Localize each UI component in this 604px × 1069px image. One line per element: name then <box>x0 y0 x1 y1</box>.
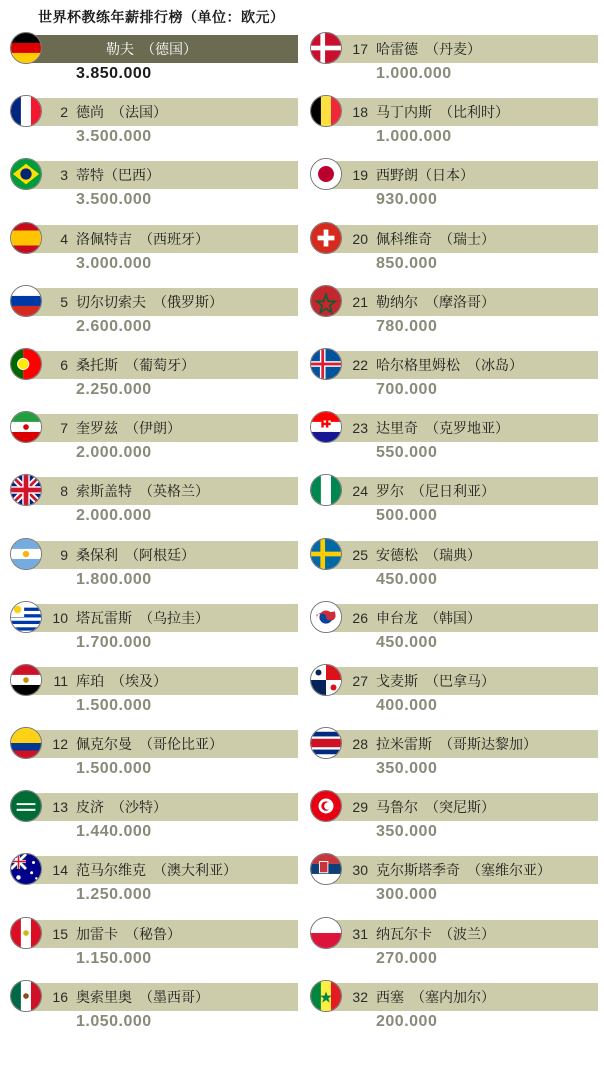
coach-name: 戈麦斯 （巴拿马） <box>376 672 495 689</box>
salary-value: 1.500.000 <box>76 696 152 714</box>
ranking-entry <box>2 728 302 791</box>
salary-value: 2.600.000 <box>76 317 152 335</box>
rank-number: 3 <box>60 167 68 184</box>
coach-name: 哈雷德 （丹麦） <box>376 41 481 57</box>
rank-number: 8 <box>60 483 68 500</box>
rank-number: 25 <box>352 546 368 563</box>
ranking-entry <box>302 475 602 538</box>
ranking-entry <box>302 665 602 728</box>
ranking-bar <box>20 667 298 695</box>
coach-name: 库珀 （埃及） <box>76 672 167 689</box>
ranking-column-right <box>302 33 602 1044</box>
ranking-entry <box>302 412 602 475</box>
south-korea-flag-icon <box>310 601 342 633</box>
coach-name: 范马尔维克 （澳大利亚） <box>76 862 237 879</box>
salary-value: 2.250.000 <box>76 380 152 398</box>
rank-number: 31 <box>352 925 368 942</box>
ranking-entry <box>2 96 302 159</box>
switzerland-flag-icon <box>310 222 342 254</box>
saudi-arabia-flag-icon <box>10 790 42 822</box>
argentina-flag-icon <box>10 538 42 570</box>
rank-number: 27 <box>352 672 368 689</box>
ranking-entry <box>2 412 302 475</box>
ranking-bar <box>20 793 298 821</box>
ranking-bar <box>320 225 598 253</box>
spain-flag-icon <box>10 222 42 254</box>
coach-name: 奥索里奥 （墨西哥） <box>76 988 209 1005</box>
salary-value: 700.000 <box>376 380 438 398</box>
ranking-bar <box>320 351 598 379</box>
ranking-bar <box>320 414 598 442</box>
salary-value: 200.000 <box>376 1012 438 1030</box>
salary-value: 3.850.000 <box>76 65 152 82</box>
rank-number: 21 <box>352 293 368 310</box>
ranking-entry <box>2 223 302 286</box>
ranking-bar <box>320 983 598 1011</box>
rank-number: 10 <box>52 609 68 626</box>
ranking-entry <box>2 33 302 96</box>
coach-name: 勒夫 （德国） <box>106 41 197 57</box>
rank-number: 29 <box>352 799 368 816</box>
rank-number: 14 <box>52 862 68 879</box>
coach-name: 加雷卡 （秘鲁） <box>76 925 181 942</box>
ranking-bar <box>320 793 598 821</box>
coach-name: 勒纳尔 （摩洛哥） <box>376 293 495 310</box>
coach-name: 塔瓦雷斯 （乌拉圭） <box>76 609 209 626</box>
coach-name: 纳瓦尔卡 （波兰） <box>376 925 495 942</box>
coach-name: 西塞 （塞内加尔） <box>376 988 495 1005</box>
salary-value: 550.000 <box>376 444 438 462</box>
rank-number: 30 <box>352 862 368 879</box>
iran-flag-icon <box>10 411 42 443</box>
ranking-bar <box>20 288 298 316</box>
coach-name: 达里奇 （克罗地亚） <box>376 420 509 437</box>
salary-value: 1.440.000 <box>76 823 152 841</box>
salary-value: 930.000 <box>376 191 438 209</box>
coach-name: 佩科维奇 （瑞士） <box>376 230 495 247</box>
ranking-bar <box>20 161 298 189</box>
colombia-flag-icon <box>10 727 42 759</box>
salary-value: 3.500.000 <box>76 128 152 146</box>
page-title: 世界杯教练年薪排行榜（单位：欧元） <box>38 9 285 25</box>
rank-number: 20 <box>352 230 368 247</box>
ranking-bar <box>320 856 598 884</box>
ranking-entry <box>302 602 602 665</box>
ranking-bar <box>20 477 298 505</box>
coach-name: 拉米雷斯 （哥斯达黎加） <box>376 736 537 753</box>
coach-name: 马丁内斯 （比利时） <box>376 104 509 121</box>
salary-value: 3.000.000 <box>76 254 152 272</box>
rank-number: 19 <box>352 167 368 184</box>
ranking-bar <box>320 161 598 189</box>
egypt-flag-icon <box>10 664 42 696</box>
costa-rica-flag-icon <box>310 727 342 759</box>
ranking-entry <box>2 918 302 981</box>
salary-value: 350.000 <box>376 760 438 778</box>
ranking-bar <box>20 920 298 948</box>
coach-name: 奎罗兹 （伊朗） <box>76 420 181 437</box>
rank-number: 15 <box>52 925 68 942</box>
rank-number: 4 <box>60 230 68 247</box>
salary-value: 2.000.000 <box>76 444 152 462</box>
salary-value: 270.000 <box>376 949 438 967</box>
coach-name: 西野朗（日本） <box>376 167 474 184</box>
ranking-entry <box>302 728 602 791</box>
ranking-entry <box>302 223 602 286</box>
coach-name: 索斯盖特 （英格兰） <box>76 483 209 500</box>
salary-value: 1.000.000 <box>376 128 452 146</box>
coach-name: 申台龙 （韩国） <box>376 609 481 626</box>
france-flag-icon <box>10 95 42 127</box>
rank-number: 2 <box>60 104 68 121</box>
ranking-entry <box>302 981 602 1044</box>
ranking-entry <box>2 602 302 665</box>
salary-value: 1.000.000 <box>376 65 452 82</box>
ranking-bar <box>320 920 598 948</box>
ranking-entry <box>2 159 302 222</box>
morocco-flag-icon <box>310 285 342 317</box>
ranking-bar <box>320 35 598 63</box>
coach-name: 皮济 （沙特） <box>76 799 167 816</box>
ranking-bar <box>20 541 298 569</box>
coach-name: 佩克尔曼 （哥伦比亚） <box>76 736 223 753</box>
rank-number: 13 <box>52 799 68 816</box>
coach-name: 切尔切索夫 （俄罗斯） <box>76 293 223 310</box>
salary-value: 1.800.000 <box>76 570 152 588</box>
uruguay-flag-icon <box>10 601 42 633</box>
rank-number: 32 <box>352 988 368 1005</box>
ranking-bar <box>20 35 298 63</box>
rank-number: 17 <box>352 41 368 57</box>
salary-value: 1.250.000 <box>76 886 152 904</box>
ranking-entry <box>2 854 302 917</box>
ranking-bar <box>20 225 298 253</box>
ranking-bar <box>20 351 298 379</box>
coach-name: 安德松 （瑞典） <box>376 546 481 563</box>
ranking-bar <box>320 541 598 569</box>
ranking-entry <box>2 286 302 349</box>
ranking-entry <box>302 33 602 96</box>
ranking-entry <box>302 854 602 917</box>
germany-flag-icon <box>10 32 42 64</box>
ranking-entry <box>2 791 302 854</box>
ranking-bar <box>320 288 598 316</box>
coach-name: 哈尔格里姆松 （冰岛） <box>376 356 523 373</box>
ranking-entry <box>2 539 302 602</box>
panama-flag-icon <box>310 664 342 696</box>
ranking-entry <box>2 349 302 412</box>
rank-number: 9 <box>60 546 68 563</box>
denmark-flag-icon <box>310 32 342 64</box>
ranking-bar <box>20 604 298 632</box>
ranking-bar <box>20 730 298 758</box>
salary-value: 850.000 <box>376 254 438 272</box>
rank-number: 18 <box>352 104 368 121</box>
belgium-flag-icon <box>310 95 342 127</box>
coach-name: 桑托斯 （葡萄牙） <box>76 356 195 373</box>
salary-value: 400.000 <box>376 696 438 714</box>
poland-flag-icon <box>310 917 342 949</box>
ranking-entry <box>302 918 602 981</box>
salary-value: 3.500.000 <box>76 191 152 209</box>
ranking-entry <box>302 349 602 412</box>
ranking-entry <box>302 791 602 854</box>
ranking-bar <box>20 856 298 884</box>
ranking-bar <box>320 604 598 632</box>
rank-number: 16 <box>52 988 68 1005</box>
croatia-flag-icon <box>310 411 342 443</box>
rank-number: 5 <box>60 293 68 310</box>
coach-name: 洛佩特吉 （西班牙） <box>76 230 209 247</box>
ranking-entry <box>302 159 602 222</box>
salary-value: 500.000 <box>376 507 438 525</box>
salary-value: 1.700.000 <box>76 633 152 651</box>
rank-number: 24 <box>352 483 368 500</box>
rank-number: 22 <box>352 356 368 373</box>
rank-number: 23 <box>352 420 368 437</box>
rank-number: 28 <box>352 736 368 753</box>
iceland-flag-icon <box>310 348 342 380</box>
salary-value: 450.000 <box>376 570 438 588</box>
ranking-bar <box>20 98 298 126</box>
ranking-bar <box>320 477 598 505</box>
salary-value: 1.150.000 <box>76 949 152 967</box>
ranking-bar <box>320 667 598 695</box>
ranking-columns <box>0 33 604 1044</box>
ranking-entry <box>2 665 302 728</box>
ranking-bar <box>320 98 598 126</box>
tunisia-flag-icon <box>310 790 342 822</box>
coach-name: 克尔斯塔季奇 （塞维尔亚） <box>376 862 551 879</box>
rank-number: 12 <box>52 736 68 753</box>
ranking-column-left <box>2 33 302 1044</box>
ranking-entry <box>302 539 602 602</box>
ranking-entry <box>2 981 302 1044</box>
ranking-bar <box>20 414 298 442</box>
senegal-flag-icon <box>310 980 342 1012</box>
coach-name: 蒂特（巴西） <box>76 167 160 184</box>
coach-name: 罗尔 （尼日利亚） <box>376 483 495 500</box>
salary-value: 1.050.000 <box>76 1012 152 1030</box>
rank-number: 11 <box>53 672 68 689</box>
rank-number: 26 <box>352 609 368 626</box>
mexico-flag-icon <box>10 980 42 1012</box>
portugal-flag-icon <box>10 348 42 380</box>
ranking-bar <box>20 983 298 1011</box>
russia-flag-icon <box>10 285 42 317</box>
ranking-entry <box>2 475 302 538</box>
ranking-entry <box>302 96 602 159</box>
salary-value: 2.000.000 <box>76 507 152 525</box>
coach-name: 马鲁尔 （突尼斯） <box>376 799 495 816</box>
salary-value: 350.000 <box>376 823 438 841</box>
salary-value: 1.500.000 <box>76 760 152 778</box>
coach-name: 德尚 （法国） <box>76 104 167 121</box>
peru-flag-icon <box>10 917 42 949</box>
salary-value: 300.000 <box>376 886 438 904</box>
ranking-bar <box>320 730 598 758</box>
rank-number: 7 <box>60 420 68 437</box>
salary-value: 450.000 <box>376 633 438 651</box>
ranking-entry <box>302 286 602 349</box>
coach-name: 桑保利 （阿根廷） <box>76 546 195 563</box>
salary-value: 780.000 <box>376 317 438 335</box>
rank-number: 6 <box>60 356 68 373</box>
sweden-flag-icon <box>310 538 342 570</box>
